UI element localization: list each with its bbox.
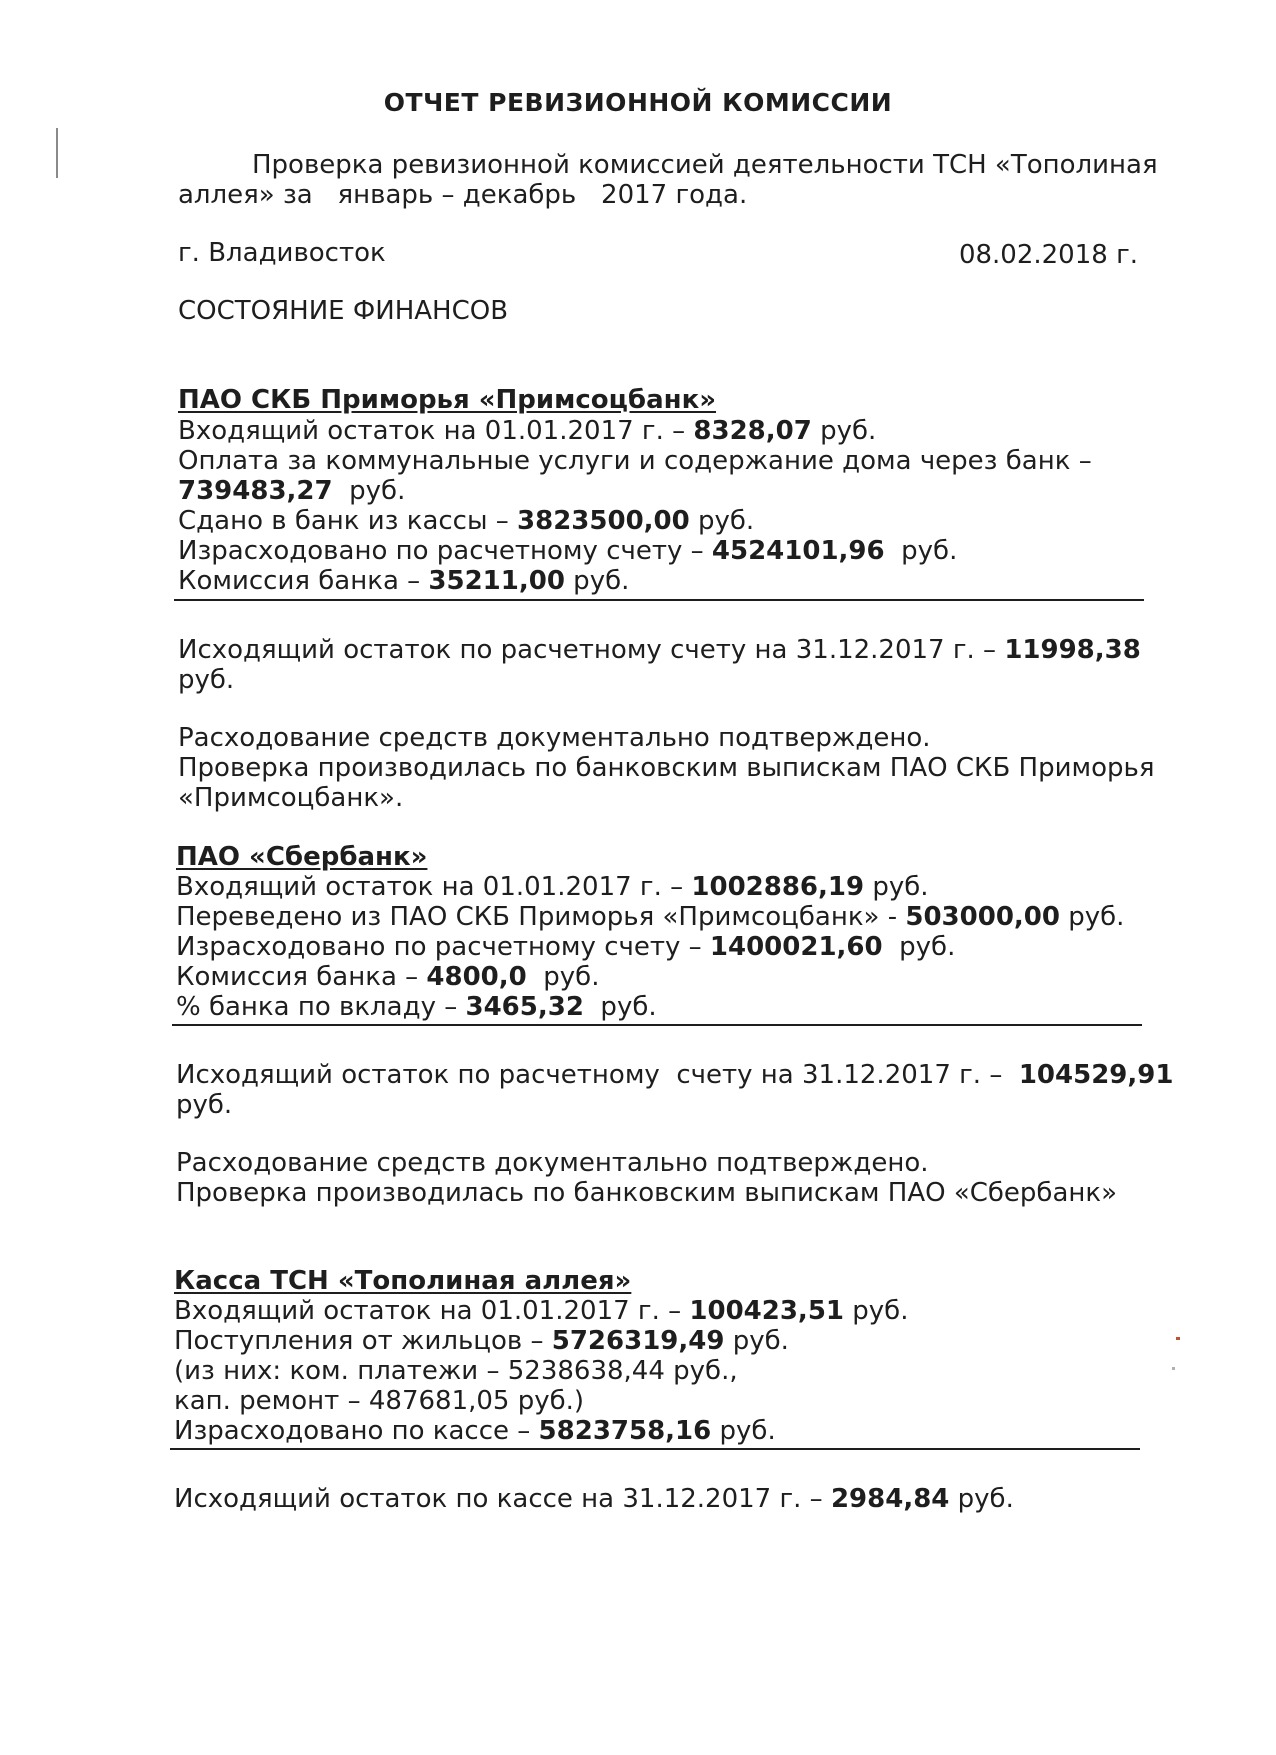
kassa-heading: Касса ТСН «Тополиная аллея» — [174, 1266, 632, 1296]
primsoc-payments-value: 739483,27 руб. — [178, 476, 406, 506]
primsoc-payments-label: Оплата за коммунальные услуги и содержание дома через банк – — [178, 446, 1092, 476]
sber-heading: ПАО «Сбербанк» — [176, 842, 428, 872]
kassa-breakdown-2: кап. ремонт – 487681,05 руб.) — [174, 1386, 585, 1416]
report-date: 08.02.2018 г. — [958, 240, 1138, 270]
city: г. Владивосток — [178, 238, 386, 268]
sber-outgoing: Исходящий остаток по расчетному счету на 31.12.2017 г. – 104529,91 — [176, 1060, 1174, 1090]
sber-interest: % банка по вкладу – 3465,32 руб. — [176, 992, 657, 1022]
primsoc-note-2: Проверка производилась по банковским выпискам ПАО СКБ Приморья — [178, 753, 1155, 783]
primsoc-spent: Израсходовано по расчетному счету – 4524101,96 руб. — [178, 536, 958, 566]
kassa-spent: Израсходовано по кассе – 5823758,16 руб. — [174, 1416, 776, 1446]
primsoc-bank-fee: Комиссия банка – 35211,00 руб. — [178, 566, 630, 596]
sber-note-2: Проверка производилась по банковским выпискам ПАО «Сбербанк» — [176, 1178, 1118, 1208]
sber-divider — [172, 1024, 1142, 1026]
primsoc-cash-deposit: Сдано в банк из кассы – 3823500,00 руб. — [178, 506, 755, 536]
intro-line-1: Проверка ревизионной комиссией деятельности ТСН «Тополиная — [252, 150, 1158, 180]
intro-line-2: аллея» за январь – декабрь 2017 года. — [178, 180, 748, 210]
sber-note-1: Расходование средств документально подтверждено. — [176, 1148, 929, 1178]
primsoc-incoming: Входящий остаток на 01.01.2017 г. – 8328,07 руб. — [178, 416, 877, 446]
report-title: ОТЧЕТ РЕВИЗИОННОЙ КОМИССИИ — [383, 88, 893, 117]
primsoc-outgoing-unit: руб. — [178, 665, 235, 695]
kassa-receipts: Поступления от жильцов – 5726319,49 руб. — [174, 1326, 789, 1356]
kassa-outgoing: Исходящий остаток по кассе на 31.12.2017 г. – 2984,84 руб. — [174, 1484, 1014, 1514]
sber-spent: Израсходовано по расчетному счету – 1400021,60 руб. — [176, 932, 956, 962]
section-heading: СОСТОЯНИЕ ФИНАНСОВ — [178, 296, 509, 326]
sber-outgoing-unit: руб. — [176, 1090, 233, 1120]
scan-speck — [1176, 1337, 1180, 1340]
primsoc-heading: ПАО СКБ Приморья «Примсоцбанк» — [178, 385, 717, 415]
primsoc-outgoing: Исходящий остаток по расчетному счету на 31.12.2017 г. – 11998,38 — [178, 635, 1141, 665]
primsoc-divider — [174, 599, 1144, 601]
primsoc-note-3: «Примсоцбанк». — [178, 783, 404, 813]
sber-bank-fee: Комиссия банка – 4800,0 руб. — [176, 962, 600, 992]
scan-speck — [1172, 1367, 1175, 1370]
sber-incoming: Входящий остаток на 01.01.2017 г. – 1002886,19 руб. — [176, 872, 929, 902]
kassa-breakdown-1: (из них: ком. платежи – 5238638,44 руб., — [174, 1356, 738, 1386]
kassa-divider — [170, 1448, 1140, 1450]
kassa-incoming: Входящий остаток на 01.01.2017 г. – 100423,51 руб. — [174, 1296, 909, 1326]
sber-transfer: Переведено из ПАО СКБ Приморья «Примсоцбанк» - 503000,00 руб. — [176, 902, 1125, 932]
scan-margin-mark — [56, 128, 58, 178]
primsoc-note-1: Расходование средств документально подтверждено. — [178, 723, 931, 753]
